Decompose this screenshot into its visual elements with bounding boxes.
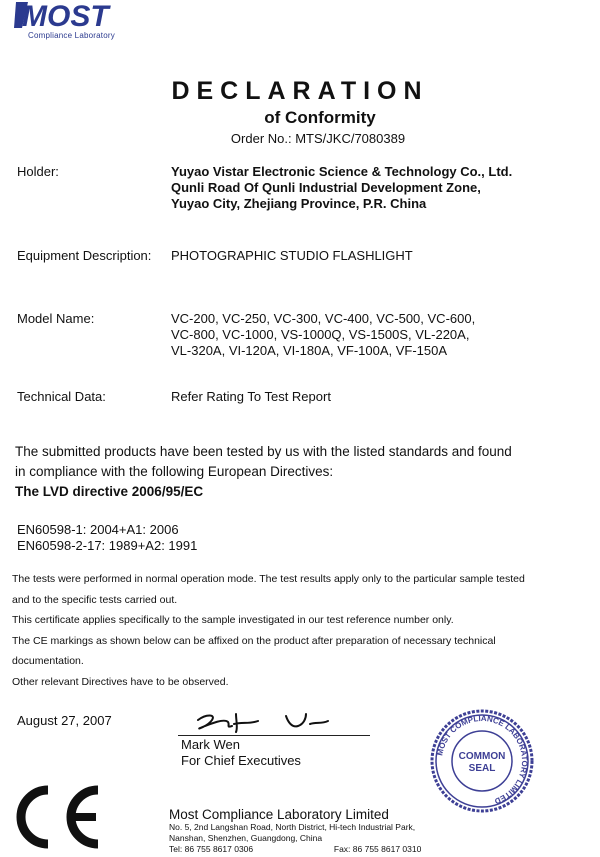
address-line: No. 5, 2nd Langshan Road, North District, Hi-tech Industrial Park, <box>169 822 416 832</box>
model-line: VL-320A, VI-120A, VI-180A, VF-100A, VF-150A <box>171 343 448 358</box>
note-line: and to the specific tests carried out. <box>12 593 178 606</box>
holder-line: Yuyao City, Zhejiang Province, P.R. China <box>171 196 427 211</box>
standards-list <box>17 522 197 554</box>
note-line: The CE markings as shown below can be affixed on the product after preparation of necessary technical <box>12 634 496 647</box>
logo-subtitle: Compliance Laboratory <box>28 31 115 40</box>
model-label: Model Name: <box>17 311 95 326</box>
document-subtitle: of Conformity <box>264 108 376 127</box>
common-seal <box>429 708 535 814</box>
notes <box>12 569 525 692</box>
seal-center-line1: COMMON <box>458 751 506 762</box>
holder-value <box>171 164 512 212</box>
holder-line: Yuyao Vistar Electronic Science & Technology Co., Ltd. <box>171 164 513 179</box>
directive: The LVD directive 2006/95/EC <box>15 484 204 499</box>
statement-line: in compliance with the following European Directives: <box>15 464 334 479</box>
note-line: Other relevant Directives have to be observed. <box>12 675 229 688</box>
tel: Tel: 86 755 8617 0306 <box>169 844 254 854</box>
logo-text: MOST <box>22 0 109 33</box>
model-line: VC-200, VC-250, VC-300, VC-400, VC-500, VC-600, <box>171 311 476 326</box>
model-value <box>171 311 475 359</box>
signature <box>176 706 376 738</box>
model-line: VC-800, VC-1000, VS-1000Q, VS-1500S, VL-220A, <box>171 327 470 342</box>
ce-mark <box>14 784 106 850</box>
footer-company <box>169 807 421 855</box>
technical-label: Technical Data: <box>17 389 106 404</box>
note-line: documentation. <box>12 655 84 667</box>
holder-label: Holder: <box>17 164 59 179</box>
holder-line: Qunli Road Of Qunli Industrial Development Zone, <box>171 180 481 195</box>
compliance-statement <box>15 442 512 502</box>
address-line: Nanshan, Shenzhen, Guangdong, China <box>169 833 323 843</box>
standard-item: EN60598-1: 2004+A1: 2006 <box>17 522 179 537</box>
statement-line: The submitted products have been tested by us with the listed standards and found <box>15 444 512 459</box>
equipment-label: Equipment Description: <box>17 248 152 263</box>
signer-block <box>181 737 301 769</box>
signer-name: Mark Wen <box>181 737 240 752</box>
technical-value: Refer Rating To Test Report <box>171 389 331 404</box>
signer-title: For Chief Executives <box>181 753 301 768</box>
seal-center-line2: SEAL <box>468 763 496 774</box>
order-number: Order No.: MTS/JKC/7080389 <box>230 131 406 146</box>
note-line: This certificate applies specifically to the sample investigated in our test reference number only. <box>12 614 454 626</box>
equipment-value: PHOTOGRAPHIC STUDIO FLASHLIGHT <box>171 248 413 263</box>
fax: Fax: 86 755 8617 0310 <box>333 844 422 854</box>
standard-item: EN60598-2-17: 1989+A2: 1991 <box>17 538 198 553</box>
seal-ring-text: MOST COMPLIANCE LABORATORY LIMITED <box>435 713 530 806</box>
company-name: Most Compliance Laboratory Limited <box>169 807 389 822</box>
document-title: DECLARATION <box>171 77 429 105</box>
signature-line <box>178 735 370 736</box>
contact-line <box>169 844 421 855</box>
note-line: The tests were performed in normal operation mode. The test results apply only to the particular sample tested <box>12 573 525 585</box>
declaration-date: August 27, 2007 <box>17 713 112 728</box>
